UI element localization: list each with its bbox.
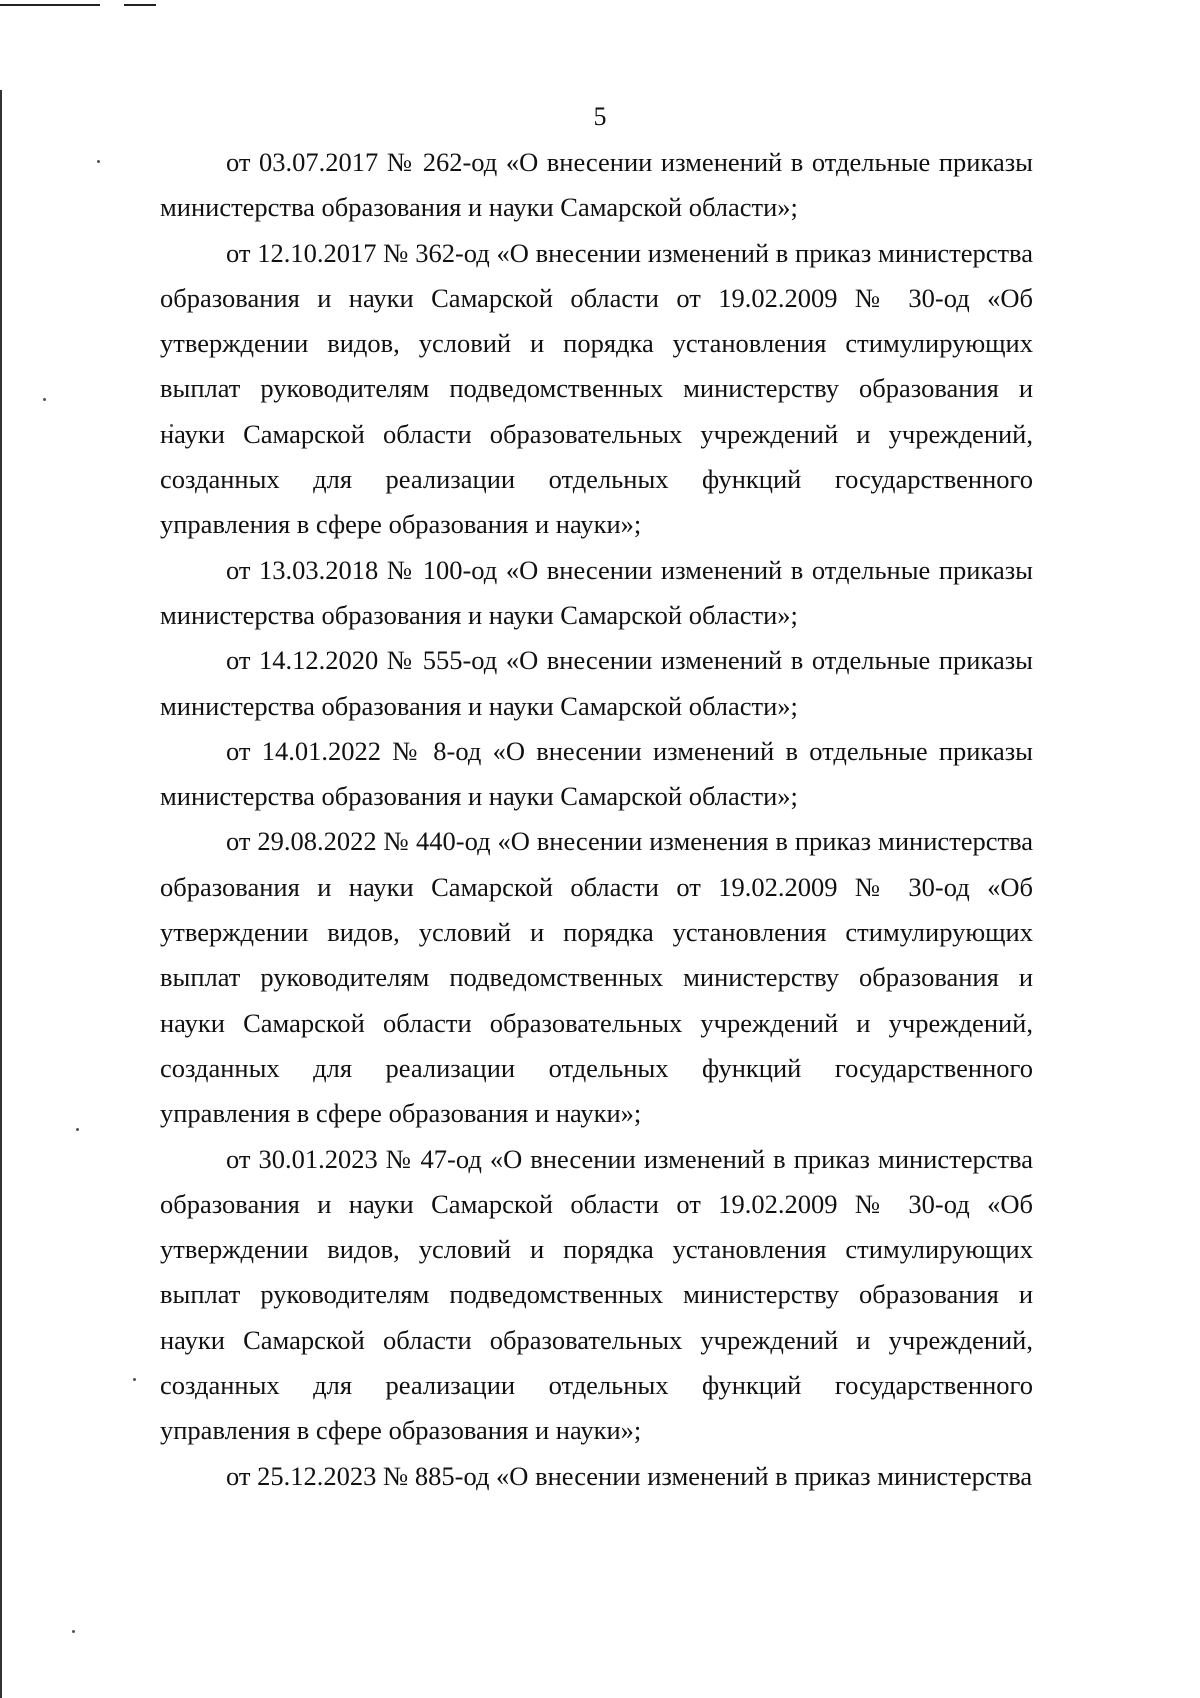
order-paragraph: от 03.07.2017 № 262-од «О внесении изменений в отдельные приказы министерства образования и науки Самарской области»;: [160, 147, 1033, 223]
order-paragraph: от 14.01.2022 № 8-од «О внесении изменений в отдельные приказы министерства образования и науки Самарской области»;: [160, 735, 1033, 812]
order-paragraph: от 29.08.2022 № 440-од «О внесении изменения в приказ министерства образования и науки Самарской области от 19.02.2009 № 30-од «Об утверждении видов, условий и порядка установления стимулирующих выплат руководителям подведомственных министерству образования и науки Самарской области образовательных учреждений и учреждений, созданных для реализации отдельных функций государственного управления в сфере образования и науки»;: [160, 826, 1033, 1129]
document-body: [160, 140, 1033, 1499]
page-number: 5: [593, 102, 607, 131]
scan-artifact-line: [124, 4, 156, 6]
order-paragraph: от 25.12.2023 № 885-од «О внесении изменений в приказ министерства: [226, 1460, 1033, 1491]
scan-artifact-line: [0, 4, 100, 6]
scan-speck: [43, 398, 46, 401]
order-paragraph: от 14.12.2020 № 555-од «О внесении изменений в отдельные приказы министерства образования и науки Самарской области»;: [160, 645, 1033, 721]
order-paragraph: от 12.10.2017 № 362-од «О внесении изменений в приказ министерства образования и науки Самарской области от 19.02.2009 № 30-од «Об утверждении видов, условий и порядка установления стимулирующих выплат руководителям подведомственных министерству образования и науки Самарской области образовательных учреждений и учреждений, созданных для реализации отдельных функций государственного управления в сфере образования и науки»;: [160, 237, 1033, 540]
order-paragraph: от 13.03.2018 № 100-од «О внесении изменений в отдельные приказы министерства образования и науки Самарской области»;: [160, 554, 1033, 630]
scan-speck: [133, 1378, 136, 1381]
scan-speck: [72, 1630, 75, 1633]
scan-artifact-edge: [0, 90, 2, 1698]
order-paragraph: от 30.01.2023 № 47-од «О внесении изменений в приказ министерства образования и науки Самарской области от 19.02.2009 № 30-од «Об утверждении видов, условий и порядка установления стимулирующих выплат руководителям подведомственных министерству образования и науки Самарской области образовательных учреждений и учреждений, созданных для реализации отдельных функций государственного управления в сфере образования и науки»;: [160, 1143, 1033, 1446]
scan-speck: [97, 160, 100, 163]
scan-speck: [76, 1128, 79, 1131]
